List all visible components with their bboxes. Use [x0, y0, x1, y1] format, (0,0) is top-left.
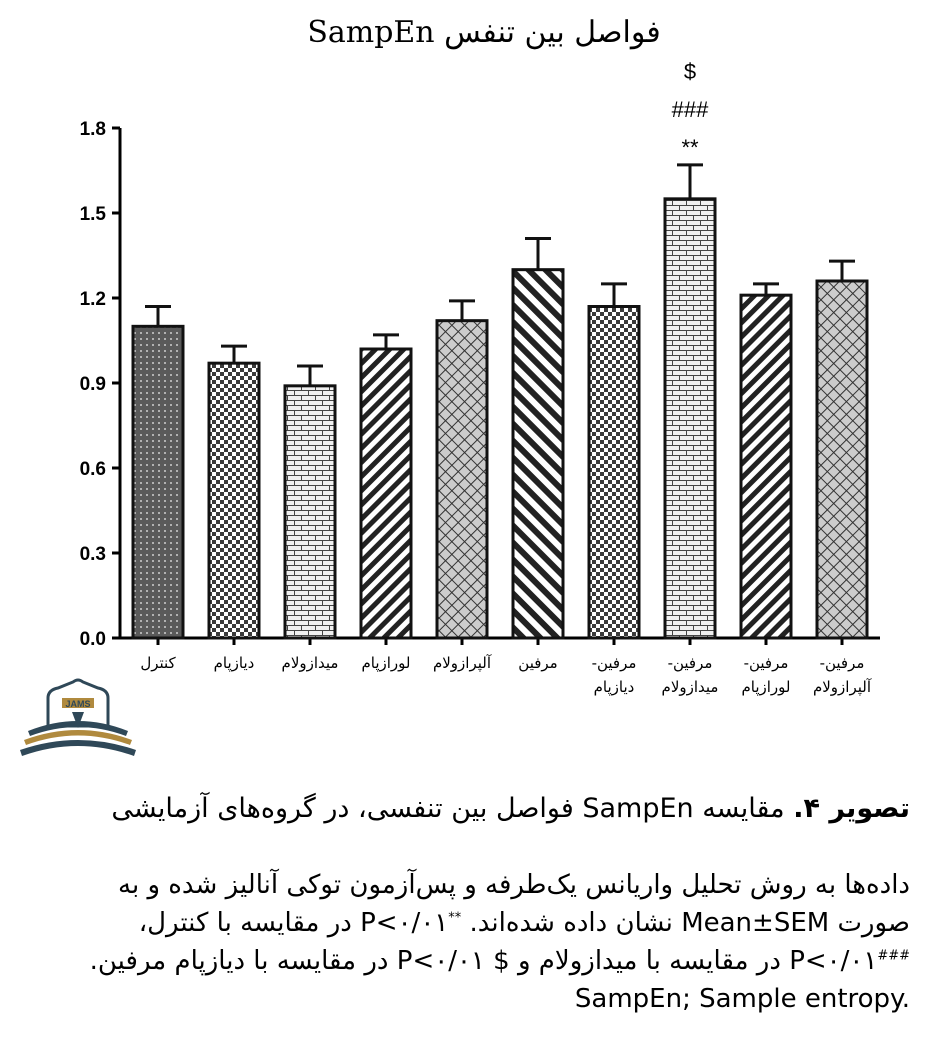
note-line-3-a: P<۰/۰۱ در مقایسه با میدازولام و $ P<۰/۰۱ در مقایسه با دیازپام مرفین.	[89, 946, 878, 976]
category-label: دیازپام	[213, 654, 255, 672]
figure-caption	[20, 790, 910, 828]
note-sup-hash: ###	[877, 948, 910, 964]
category-label: میدازولام	[661, 678, 719, 696]
y-tick-label: 0.0	[79, 629, 106, 650]
category-label: دیازپام	[593, 678, 635, 696]
category-label: میدازولام	[281, 654, 339, 672]
category-label: مرفین-	[819, 654, 865, 672]
y-tick-label: 0.9	[79, 374, 106, 395]
note-line-2-b: P<۰/۰۱ در مقایسه با کنترل،	[138, 908, 449, 938]
note-line-1: داده‌ها به روش تحلیل واریانس یک‌طرفه و پس‌آزمون توکی آنالیز شده و به	[118, 870, 910, 900]
bar	[209, 363, 259, 638]
bar	[817, 281, 867, 638]
note-sup-stars: **	[448, 910, 462, 926]
bar	[741, 295, 791, 638]
bar	[665, 199, 715, 638]
category-label: آلپرازولام	[812, 678, 872, 696]
category-label: آلپرازولام	[432, 654, 492, 672]
category-label: لورازپام	[741, 678, 791, 696]
note-line-3	[20, 942, 910, 980]
figure-note	[20, 866, 910, 1018]
svg-text:JAMS: JAMS	[65, 699, 91, 709]
category-label: لورازپام	[361, 654, 411, 672]
y-tick-label: 1.5	[79, 204, 106, 225]
category-label: مرفین-	[667, 654, 713, 672]
note-line-2-a: صورت Mean±SEM نشان داده شده‌اند.	[469, 908, 910, 938]
significance-label: $	[683, 58, 697, 84]
y-tick-label: 0.6	[79, 459, 106, 480]
y-tick-label: 1.2	[79, 289, 106, 310]
significance-label: ###	[671, 96, 709, 122]
bar	[361, 349, 411, 638]
bar	[133, 326, 183, 638]
note-line-4: SampEn; Sample entropy.	[574, 984, 910, 1014]
y-tick-label: 0.3	[79, 544, 106, 565]
y-tick-label: 1.8	[79, 119, 106, 140]
bar	[589, 307, 639, 639]
jams-logo	[18, 676, 138, 776]
bar	[285, 386, 335, 638]
caption-text: مقایسه SampEn فواصل بین تنفسی، در گروه‌های آزمایشی	[111, 793, 785, 824]
category-label: کنترل	[140, 654, 176, 672]
chart-title: SampEn فواصل بین تنفس	[307, 15, 661, 50]
caption-prefix: تصویر ۴.	[793, 793, 910, 824]
category-label: مرفین-	[743, 654, 789, 672]
bar	[437, 321, 487, 638]
category-label: مرفین-	[591, 654, 637, 672]
note-line-2	[20, 904, 910, 942]
significance-label: **	[681, 134, 699, 160]
category-labels	[140, 654, 872, 697]
bar	[513, 270, 563, 638]
bars	[133, 59, 867, 638]
category-label: مرفین	[518, 654, 558, 672]
